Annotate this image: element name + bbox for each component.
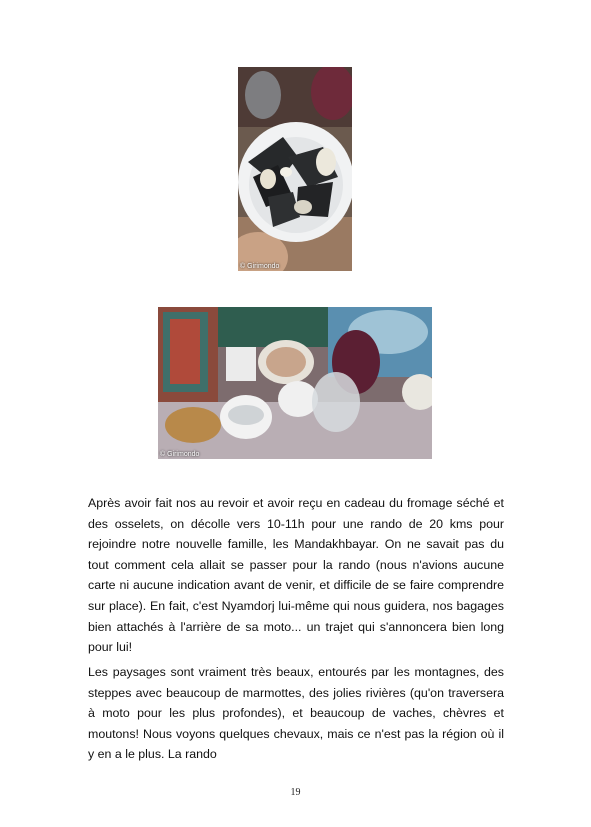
photo-dried-cheese-bowl bbox=[238, 67, 352, 271]
body-paragraph: Les paysages sont vraiment très beaux, entourés par les montagnes, des steppes avec beaucoup de marmottes, des jolies rivières (qu'on traversera à moto pour les plus profondes), et beaucoup de vaches, chèvres et moutons! Nous voyons quelques chevaux, mais ce n'est pas la région où il y en a le plus. La rando bbox=[88, 665, 504, 762]
photo-table-food bbox=[158, 307, 432, 459]
photo-dried-cheese-bowl-image bbox=[238, 67, 352, 271]
photo-credit: © Girimondo bbox=[240, 263, 280, 270]
photo-table-food-image bbox=[158, 307, 432, 459]
page-number: 19 bbox=[290, 787, 301, 798]
body-paragraph: Après avoir fait nos au revoir et avoir reçu en cadeau du fromage séché et des osselets, on décolle vers 10-11h pour une rando de 20 kms pour rejoindre notre nouvelle famille, les Mandakhbayar. On ne savait pas du tout comment cela allait se passer pour la rando (nous n'avions aucune carte ni aucune indication avant de venir, et difficile de se faire comprendre sur place). En fait, c'est Nyamdorj lui-même qui nous guidera, nos bagages bien attachés à l'arrière de sa moto... un trajet qui s'annoncera bien long pour lui! bbox=[88, 496, 504, 655]
photo-credit: © Girimondo bbox=[160, 451, 200, 458]
